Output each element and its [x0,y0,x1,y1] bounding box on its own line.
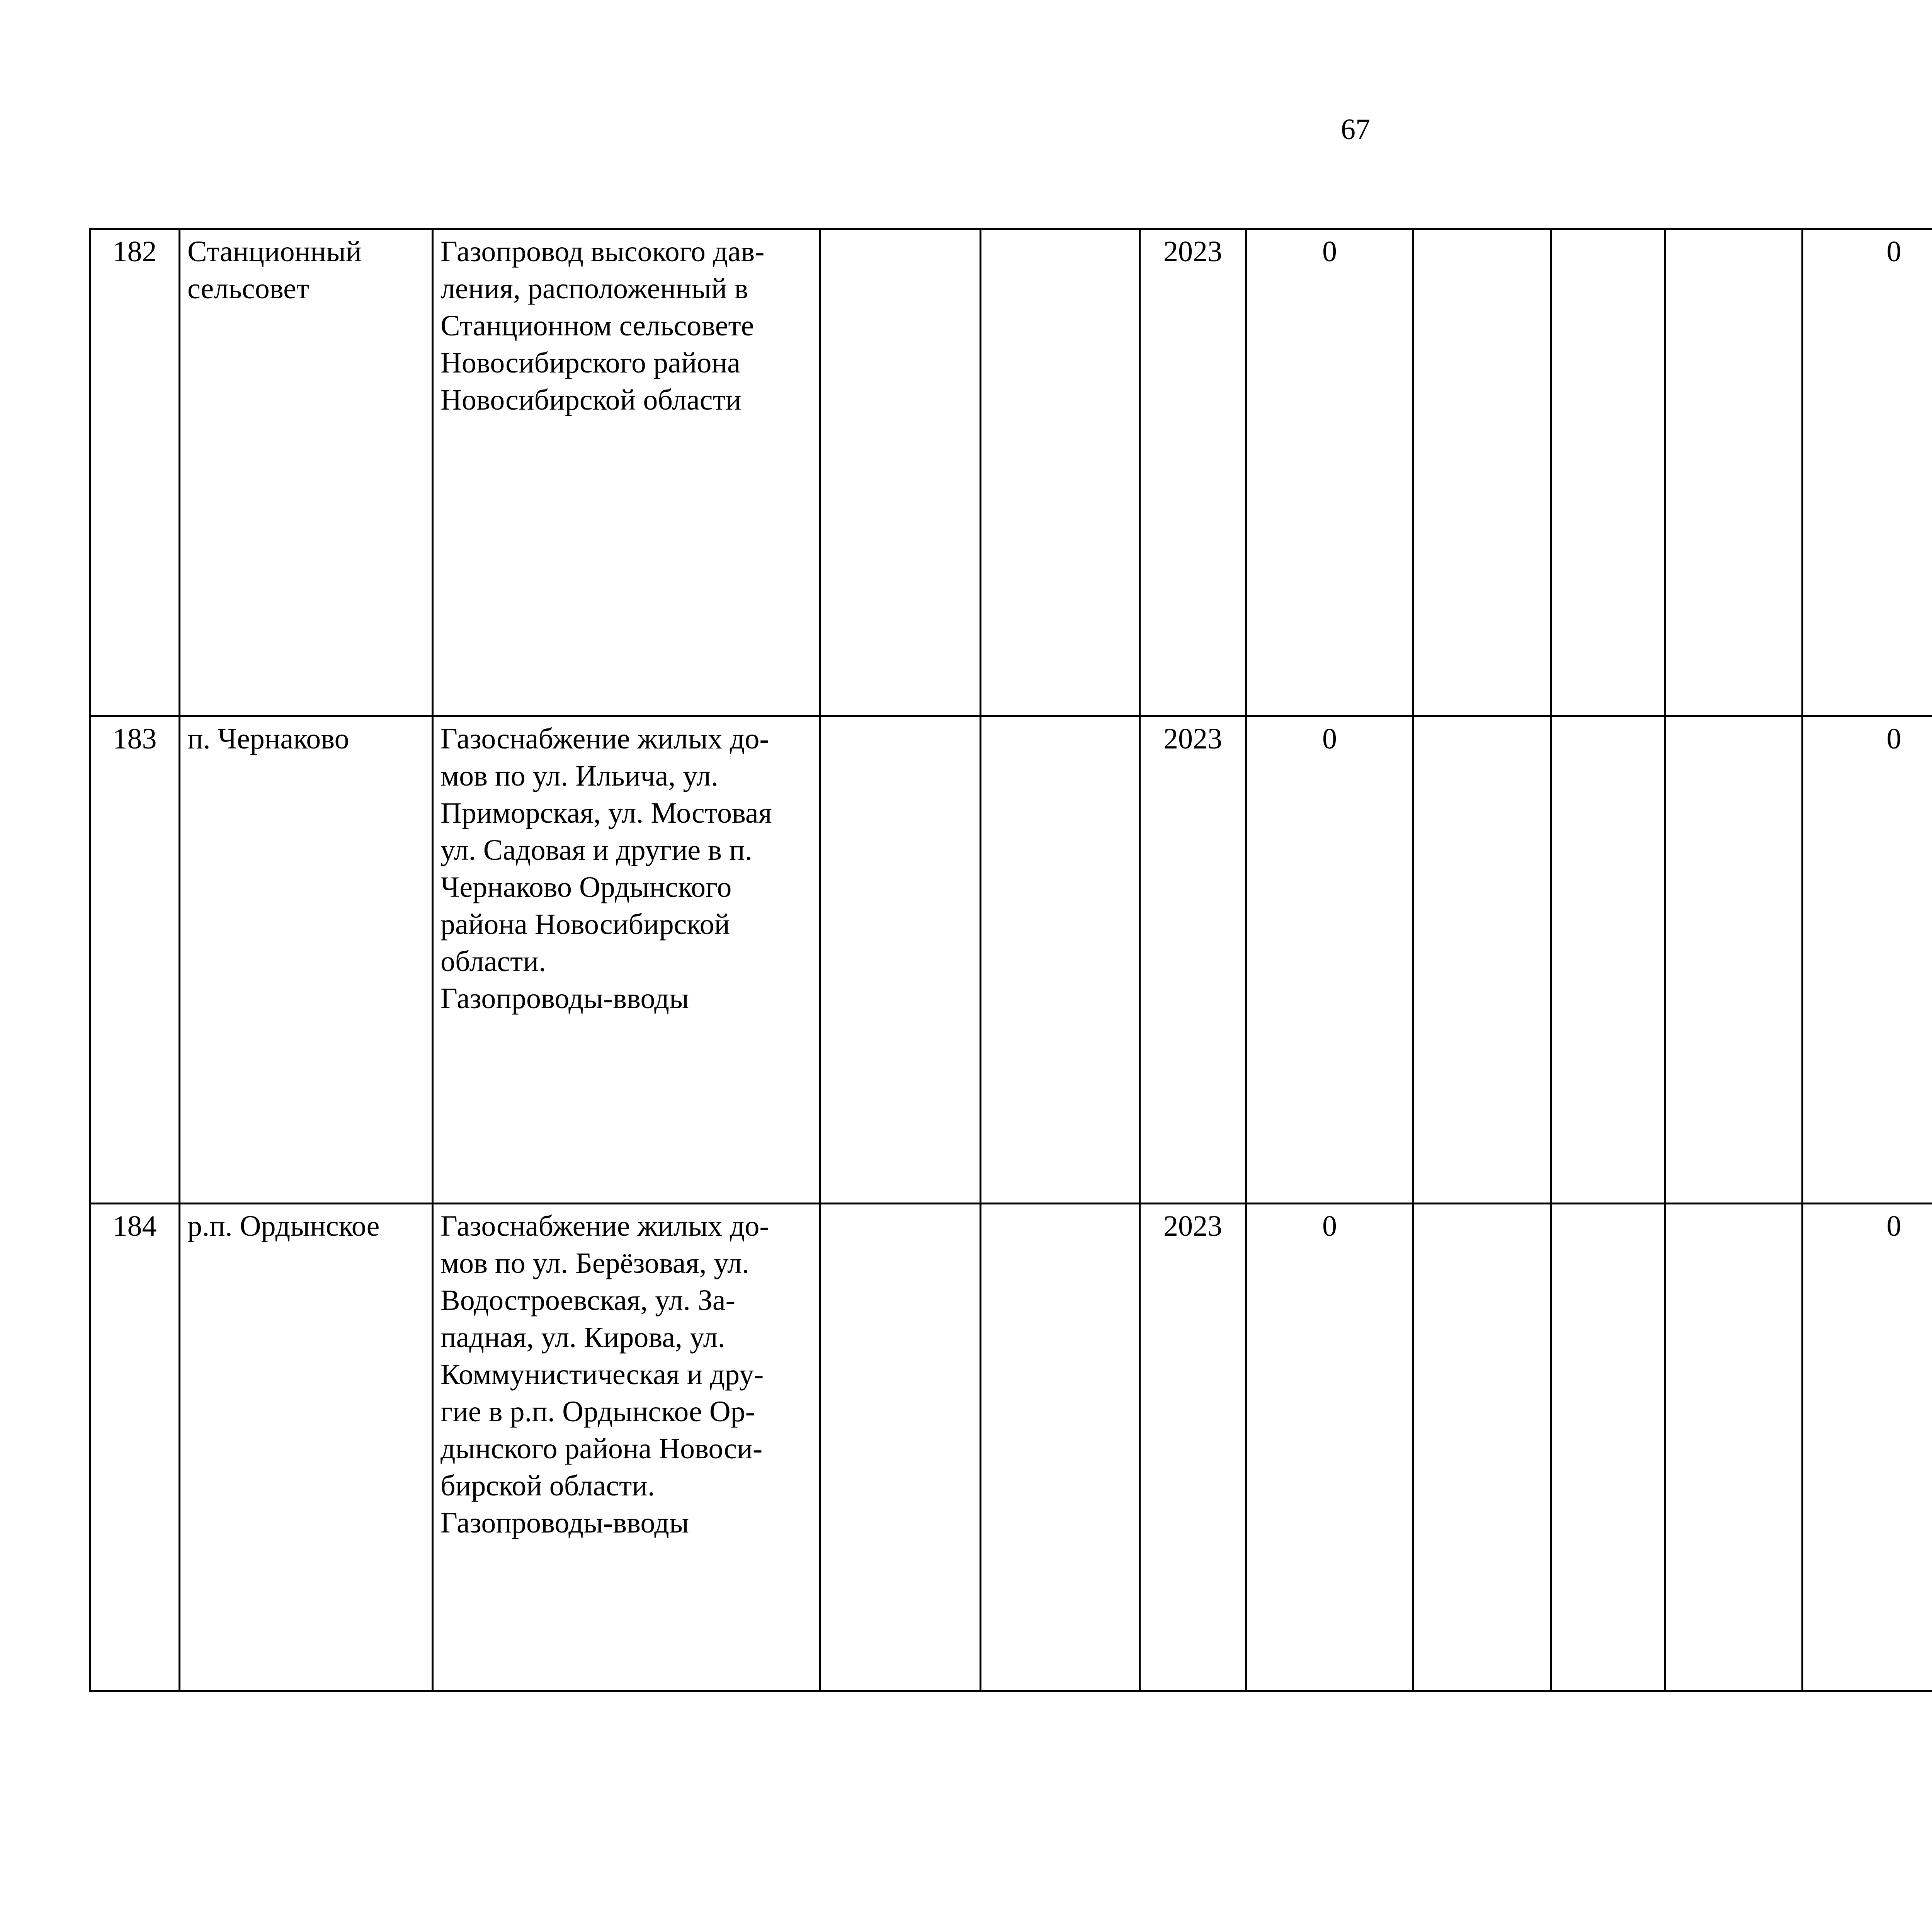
table-row [90,229,1932,716]
value-b-cell-text: 0 [1886,723,1901,755]
value-b-cell-text: 0 [1886,235,1901,268]
data-table [89,228,1932,1692]
row-number-cell-text: 183 [112,723,157,755]
empty-cell [981,1204,1140,1691]
year-cell-text: 2023 [1163,1210,1222,1242]
value-a-cell [1246,1204,1413,1691]
settlement-cell [180,1204,433,1691]
object-description-cell [433,229,820,716]
object-description-cell-text: района Новосибирской [440,908,730,941]
value-a-cell [1246,229,1413,716]
empty-cell [1413,229,1551,716]
object-description-cell-text: Новосибирского района [440,347,740,379]
year-cell-text: 2023 [1163,235,1222,268]
value-a-cell-text: 0 [1322,723,1337,755]
row-number-cell [90,716,180,1204]
object-description-cell-text: Газопроводы-вводы [440,1507,689,1539]
empty-cell [981,229,1140,716]
settlement-cell-text: п. Чернаково [187,723,349,755]
row-number-cell-text: 184 [112,1210,157,1242]
object-description-cell-text: мов по ул. Берёзовая, ул. [440,1247,750,1279]
table-row [90,1204,1932,1691]
empty-cell [1551,716,1665,1204]
value-b-cell [1803,229,1932,716]
object-description-cell-text: ул. Садовая и другие в п. [440,834,752,866]
empty-cell [1551,1204,1665,1691]
empty-cell [820,1204,981,1691]
year-cell [1140,716,1246,1204]
table-row [90,716,1932,1204]
object-description-cell-text: Новосибирской области [440,384,742,416]
object-description-cell-text: падная, ул. Кирова, ул. [440,1321,725,1354]
object-description-cell-text: мов по ул. Ильича, ул. [440,760,718,792]
object-description-cell-text: бирской области. [440,1470,655,1502]
empty-cell [1551,229,1665,716]
object-description-cell-text: Газопроводы-вводы [440,982,689,1015]
settlement-cell-text: р.п. Ордынское [187,1210,380,1242]
year-cell-text: 2023 [1163,723,1222,755]
object-description-cell-text: Газоснабжение жилых до- [440,723,769,755]
empty-cell [820,229,981,716]
object-description-cell-text: дынского района Новоси- [440,1432,763,1465]
value-a-cell-text: 0 [1322,235,1337,268]
object-description-cell-text: области. [440,945,546,978]
object-description-cell-text: Водостроевская, ул. За- [440,1284,735,1317]
year-cell [1140,229,1246,716]
object-description-cell-text: Станционном сельсовете [440,310,754,342]
value-b-cell [1803,716,1932,1204]
row-number-cell-text: 182 [112,235,157,268]
empty-cell [1413,716,1551,1204]
empty-cell [1413,1204,1551,1691]
empty-cell [820,716,981,1204]
page-number: 67 [1341,113,1370,146]
settlement-cell-text: Станционный [187,235,362,268]
settlement-cell [180,229,433,716]
object-description-cell-text: Чернаково Ордынского [440,871,732,903]
object-description-cell-text: гие в р.п. Ордынское Ор- [440,1395,755,1428]
value-a-cell [1246,716,1413,1204]
value-b-cell-text: 0 [1886,1210,1901,1242]
object-description-cell-text: Приморская, ул. Мостовая [440,797,772,829]
object-description-cell [433,716,820,1204]
object-description-cell [433,1204,820,1691]
year-cell [1140,1204,1246,1691]
empty-cell [1665,1204,1803,1691]
object-description-cell-text: Коммунистическая и дру- [440,1358,764,1391]
value-a-cell-text: 0 [1322,1210,1337,1242]
object-description-cell-text: Газоснабжение жилых до- [440,1210,769,1242]
value-b-cell [1803,1204,1932,1691]
empty-cell [981,716,1140,1204]
empty-cell [1665,716,1803,1204]
object-description-cell-text: ления, расположенный в [440,272,748,305]
empty-cell [1665,229,1803,716]
row-number-cell [90,229,180,716]
table-body [90,229,1932,1691]
object-description-cell-text: Газопровод высокого дав- [440,235,765,268]
row-number-cell [90,1204,180,1691]
settlement-cell [180,716,433,1204]
settlement-cell-text: сельсовет [187,272,310,305]
